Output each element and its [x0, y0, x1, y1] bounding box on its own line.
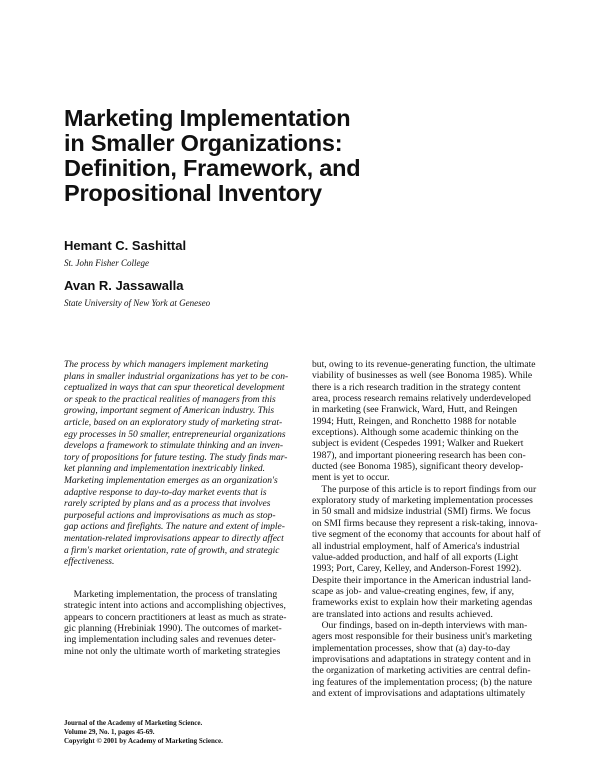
abstract-line: mentation-related improvisations appear to directly affect: [64, 533, 284, 544]
body-line: frameworks exist to explain how their marketing agendas: [312, 597, 533, 609]
body-column-right: [312, 359, 542, 699]
body-line: Our findings, based on in-depth interviews with man-: [312, 619, 528, 631]
body-line: the organization of marketing activities are central defin-: [312, 665, 531, 677]
body-line: 1987), and important pioneering research has been con-: [312, 449, 526, 461]
body-line: gic planning (Hrebiniak 1990). The outcomes of market-: [64, 623, 282, 635]
article-title: [64, 106, 484, 206]
abstract-line: gap actions and firefights. The nature and extent of imple-: [64, 522, 285, 533]
journal-copyright: Copyright © 2001 by Academy of Marketing Science.: [64, 737, 223, 745]
body-line: mine not only the ultimate worth of marketing strategies: [64, 645, 281, 657]
abstract-line: develops a framework to stimulate thinking and an inven-: [64, 441, 283, 452]
body-line: Despite their importance in the American industrial land-: [312, 574, 532, 586]
body-line: exceptions). Although some academic thinking on the: [312, 427, 519, 439]
author-affiliation-1: St. John Fisher College: [64, 258, 149, 268]
abstract: [64, 360, 304, 569]
abstract-line: effectiveness.: [64, 557, 115, 568]
title-line: in Smaller Organizations:: [64, 130, 343, 156]
body-line: improvisations and adaptations in strategy content and in: [312, 653, 531, 665]
title-line: Marketing Implementation: [64, 105, 351, 131]
body-line: strategic intent into actions and accomplishing objectives,: [64, 600, 286, 612]
abstract-line: plans in smaller industrial organizations has yet to be con-: [64, 371, 289, 382]
body-line: tive segment of the economy that accounts for about half of: [312, 529, 541, 541]
body-line: on SMI firms because they represent a risk-taking, innova-: [312, 517, 538, 529]
body-line: exploratory study of marketing implementation processes: [312, 495, 533, 507]
body-line: all industrial employment, half of America's industrial: [312, 540, 520, 552]
title-line: Definition, Framework, and: [64, 155, 361, 181]
abstract-line: adaptive response to day-to-day market events that is: [64, 487, 267, 498]
body-line: 1994; Hutt, Reingen, and Ronchetto 1988 for notable: [312, 415, 517, 427]
body-line: appears to concern practitioners at least as much as strate-: [64, 611, 287, 623]
abstract-line: article, based on an exploratory study of marketing strat-: [64, 417, 283, 428]
abstract-line: The process by which managers implement marketing: [64, 360, 269, 370]
author-affiliation-2: State University of New York at Geneseo: [64, 298, 211, 308]
abstract-line: ket planning and implementation inextricably linked.: [64, 464, 266, 475]
body-line: implementation processes, show that (a) day-to-day: [312, 642, 511, 654]
body-line: Marketing implementation, the process of translating: [64, 589, 278, 600]
body-line: value-added production, and half of all exports (Light: [312, 551, 519, 563]
body-line: area, process research remains relatively underdeveloped: [312, 393, 531, 405]
title-line: Propositional Inventory: [64, 180, 322, 206]
body-line: in marketing (see Franwick, Ward, Hutt, and Reingen: [312, 404, 518, 416]
body-line: ing implementation including sales and revenues deter-: [64, 634, 276, 646]
body-line: ment is yet to occur.: [312, 472, 390, 484]
body-line: The purpose of this article is to report findings from our: [312, 483, 537, 495]
body-line: there is a rich research tradition in the strategy content: [312, 381, 521, 393]
abstract-line: growing, important segment of American industry. This: [64, 406, 275, 417]
journal-citation: [64, 719, 304, 746]
journal-name: Journal of the Academy of Marketing Science.: [64, 719, 203, 727]
body-line: and extent of improvisations and adaptations ultimately: [312, 687, 526, 699]
body-line: subject is evident (Cespedes 1991; Walker and Ruekert: [312, 438, 524, 450]
body-line: scape as job- and value-creating engines, few, if any,: [312, 585, 515, 597]
body-line: agers most responsible for their business unit's marketing: [312, 631, 532, 643]
author-name-1: Hemant C. Sashittal: [64, 238, 187, 253]
abstract-line: or speak to the practical realities of managers from this: [64, 394, 276, 405]
abstract-line: Marketing implementation emerges as an organization's: [64, 475, 278, 486]
body-line: 1993; Port, Carey, Kelley, and Anderson-Forest 1992).: [312, 563, 522, 575]
abstract-line: tory of propositions for future testing. The study finds mar-: [64, 452, 288, 463]
body-column-left: [64, 589, 304, 657]
body-line: ducted (see Bonoma 1985), significant theory develop-: [312, 461, 524, 473]
body-line: are translated into actions and results achieved.: [312, 608, 493, 620]
journal-volume: Volume 29, No. 1, pages 45-69.: [64, 728, 155, 736]
abstract-line: ceptualized in ways that can spur theoretical development: [64, 383, 285, 394]
abstract-line: purposeful actions and improvisations as much as stop-: [64, 510, 276, 521]
abstract-line: a firm's market orientation, rate of growth, and strategic: [64, 545, 280, 556]
body-line: but, owing to its revenue-generating function, the ultimate: [312, 359, 536, 370]
body-line: ing features of the implementation process; (b) the nature: [312, 676, 533, 688]
body-line: in 50 small and midsize industrial (SMI) firms. We focus: [312, 506, 531, 518]
body-line: viability of businesses as well (see Bonoma 1985). While: [312, 370, 533, 382]
abstract-line: egy processes in 50 smaller, entrepreneurial organizations: [64, 429, 286, 440]
author-name-2: Avan R. Jassawalla: [64, 278, 184, 293]
abstract-line: rarely scripted by plans and as a process that involves: [64, 499, 271, 510]
